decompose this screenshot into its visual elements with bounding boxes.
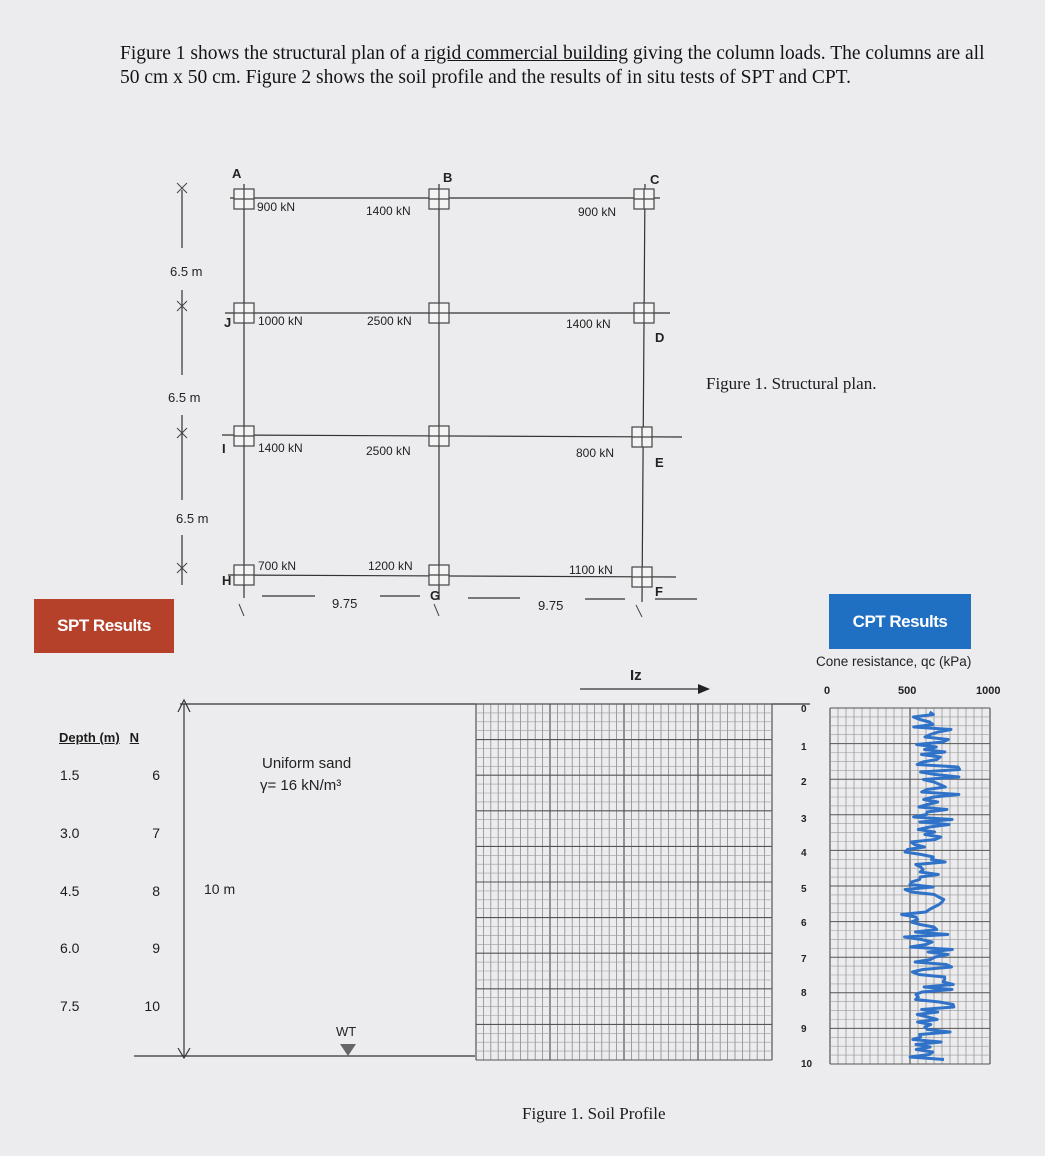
statement-part2: giving the column loads. The columns are all 50 cm x 50 cm. Figure 2 shows the soil profile and the results of in situ tests of SPT and CPT.	[120, 43, 985, 88]
cpt-axis-title: Cone resistance, qc (kPa)	[816, 654, 972, 669]
load-c4: 1100 kN	[569, 563, 613, 577]
load-a2: 1000 kN	[258, 314, 303, 328]
spt-n: 9	[152, 940, 160, 956]
grid-label-a: A	[232, 166, 242, 181]
spt-n: 7	[152, 825, 160, 841]
span-2: 9.75	[538, 598, 564, 613]
plan-caption: Figure 1. Structural plan.	[706, 374, 877, 393]
spacing-3: 6.5 m	[176, 511, 209, 526]
cpt-tick-1000: 1000	[976, 685, 1001, 697]
grid-label-g: G	[430, 588, 441, 603]
load-c1: 900 kN	[578, 205, 617, 219]
grid-label-j: J	[224, 315, 232, 330]
depth-tick-label: 7	[801, 954, 807, 965]
spt-results-button[interactable]: SPT Results	[34, 599, 174, 653]
grid-label-c: C	[650, 172, 660, 187]
spt-n: 6	[152, 767, 160, 783]
load-a1: 900 kN	[257, 200, 296, 214]
depth-tick-label: 3	[801, 814, 807, 825]
spacing-2: 6.5 m	[168, 390, 201, 405]
layer-name: Uniform sand	[262, 755, 352, 772]
load-b1: 1400 kN	[366, 204, 411, 218]
grid-label-h: H	[222, 573, 232, 588]
statement-part1: Figure 1 shows the structural plan of a	[120, 43, 425, 64]
spt-depth: 6.0	[60, 940, 80, 956]
layer-thickness: 10 m	[204, 881, 236, 897]
spt-depth: 4.5	[60, 883, 80, 899]
cpt-tick-0: 0	[824, 685, 831, 697]
iz-grid	[476, 704, 772, 1060]
load-a3: 1400 kN	[258, 441, 303, 455]
spt-depth: 7.5	[60, 998, 80, 1014]
depth-tick-label: 4	[801, 848, 807, 859]
spt-n-header: N	[129, 730, 140, 745]
spt-depth: 1.5	[60, 767, 80, 783]
spacing-1: 6.5 m	[170, 264, 203, 279]
grid-label-e: E	[655, 455, 664, 470]
depth-tick-label: 8	[801, 988, 807, 999]
cpt-results-button[interactable]: CPT Results	[829, 594, 971, 649]
load-b4: 1200 kN	[368, 559, 413, 573]
statement-underlined: rigid commercial building	[424, 43, 628, 64]
grid-label-b: B	[443, 170, 453, 185]
grid-label-d: D	[655, 330, 665, 345]
depth-tick-label: 5	[801, 884, 807, 895]
span-1: 9.75	[332, 596, 358, 611]
spt-depth-header: Depth (m)	[59, 730, 120, 745]
spt-depth: 3.0	[60, 825, 80, 841]
load-c3: 800 kN	[576, 446, 615, 460]
depth-tick-label: 2	[801, 777, 807, 788]
depth-tick-label: 0	[801, 704, 807, 715]
grid-label-i: I	[222, 441, 226, 456]
load-c2: 1400 kN	[566, 317, 611, 331]
cpt-tick-500: 500	[898, 685, 917, 697]
depth-tick-label: 6	[801, 918, 807, 929]
depth-tick-label: 10	[801, 1059, 813, 1070]
unit-weight: γ= 16 kN/m³	[260, 777, 342, 794]
load-a4: 700 kN	[258, 559, 297, 573]
iz-label: Iz	[630, 667, 642, 684]
depth-tick-label: 9	[801, 1024, 807, 1035]
spt-n: 8	[152, 883, 160, 899]
load-b2: 2500 kN	[367, 314, 412, 328]
depth-tick-label: 1	[801, 742, 807, 753]
spt-n: 10	[144, 998, 160, 1014]
soil-caption: Figure 1. Soil Profile	[522, 1104, 666, 1123]
depth-ticks	[801, 704, 813, 1070]
load-b3: 2500 kN	[366, 444, 411, 458]
grid-label-f: F	[655, 584, 663, 599]
water-table-label: WT	[336, 1024, 357, 1039]
